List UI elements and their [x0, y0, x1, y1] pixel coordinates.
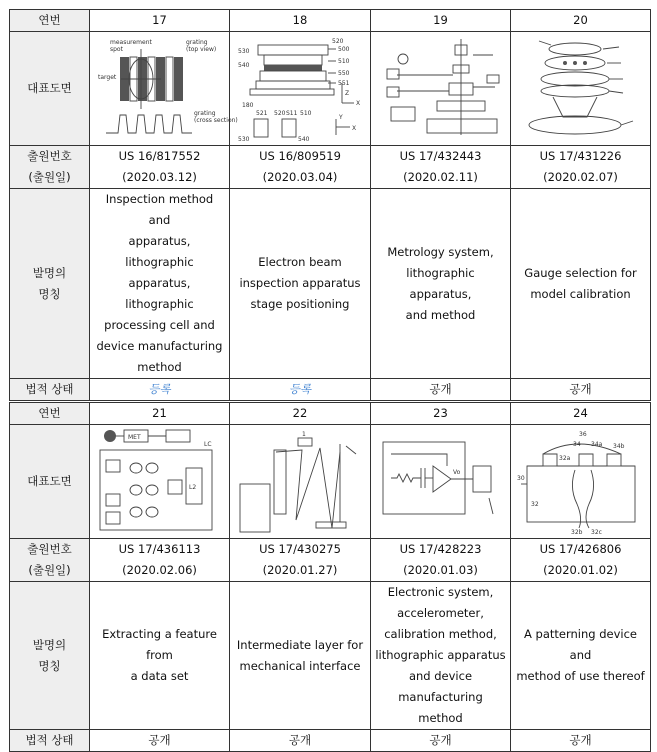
entry-number: 19: [371, 10, 511, 32]
entry-number: 20: [511, 10, 651, 32]
legal-status: 공개: [230, 730, 371, 752]
figure-label: (cross section): [193, 116, 238, 124]
metrology-optics-figure: [377, 35, 505, 143]
figure-label: 32a: [558, 454, 570, 462]
figure-label: 510: [300, 109, 312, 117]
row-label-line: (출원일): [28, 563, 71, 577]
figure-label: 520: [274, 109, 286, 117]
application-date: (2020.01.27): [262, 563, 338, 577]
application-number: US 17/436113: [118, 542, 201, 556]
drawing-cell: [371, 32, 511, 146]
application-cell: [511, 539, 651, 582]
title-line: a data set: [130, 669, 189, 683]
figure-label: 1: [302, 430, 306, 438]
figure-label: L2: [188, 483, 196, 491]
application-date: (2020.01.02): [543, 563, 618, 577]
application-date: (2020.02.06): [122, 563, 197, 577]
figure-label: Y: [339, 113, 343, 121]
figure-label: spot: [109, 45, 123, 53]
figure-label: 32b: [570, 528, 582, 536]
drawing-cell: [230, 32, 371, 146]
title-line: method of use thereof: [516, 669, 645, 683]
zigzag-frame-figure: [236, 428, 364, 536]
figure-label: grating: [185, 38, 208, 46]
title-line: lithographic apparatus,: [406, 265, 475, 301]
figure-label: 530: [238, 47, 250, 55]
title-line: model calibration: [530, 286, 631, 301]
figure-label: MET: [127, 433, 141, 441]
application-date: (2020.02.07): [543, 170, 618, 184]
figure-label: 540: [238, 61, 250, 69]
drawing-cell: [90, 32, 238, 146]
grating-measurement-figure: [96, 35, 238, 143]
application-cell: [230, 539, 371, 582]
drawing-cell: [371, 425, 511, 539]
legal-status: 공개: [511, 379, 651, 401]
figure-label: 500: [338, 45, 350, 53]
invention-title: [371, 189, 511, 379]
application-cell: [90, 146, 230, 189]
entry-number: 23: [371, 403, 511, 425]
invention-title: [511, 189, 651, 379]
figure-label: (top view): [185, 45, 216, 53]
entry-number: 22: [230, 403, 371, 425]
row-label-status: 법적 상태: [10, 730, 90, 752]
row-label-status: 법적 상태: [10, 379, 90, 401]
figure-label: LC: [203, 440, 212, 448]
figure-label: 530: [238, 135, 250, 143]
row-label-number: 연번: [10, 403, 90, 425]
stage-layer-figure: [236, 35, 364, 143]
patent-table-2: [9, 402, 651, 752]
title-line: manufacturing method: [398, 690, 483, 725]
invention-title: [511, 582, 651, 730]
row-label-line: 명칭: [38, 658, 61, 673]
title-line: and method: [405, 307, 476, 322]
application-number: US 16/809519: [259, 149, 341, 163]
legal-status: 공개: [90, 730, 230, 752]
title-line: accelerometer,: [397, 606, 484, 620]
application-date: (2020.03.12): [122, 170, 197, 184]
title-line: apparatus, lithographic: [125, 234, 194, 269]
title-line: Electronic system,: [387, 585, 494, 599]
row-label-line: (출원일): [28, 170, 71, 184]
figure-label: 32c: [590, 528, 602, 536]
title-line: method: [137, 360, 182, 374]
row-label-line: 발명의: [32, 265, 67, 280]
entry-number: 17: [90, 10, 230, 32]
row-label-application: [10, 539, 90, 582]
application-date: (2020.03.04): [262, 170, 338, 184]
title-line: device manufacturing: [96, 339, 223, 353]
row-label-line: 출원번호: [27, 149, 72, 163]
title-line: apparatus, lithographic: [125, 276, 194, 311]
row-label-number: 연번: [10, 10, 90, 32]
row-label-title: [10, 189, 90, 379]
cross-section-figure: [517, 428, 645, 536]
invention-title: [371, 582, 511, 730]
figure-label: 34: [572, 440, 581, 448]
title-line: and device: [408, 669, 473, 683]
drawing-cell: [90, 425, 230, 539]
entry-number: 18: [230, 10, 371, 32]
title-line: Gauge selection for: [524, 265, 637, 280]
row-label-application: [10, 146, 90, 189]
application-number: US 17/431226: [539, 149, 622, 163]
figure-label: 520: [332, 37, 344, 45]
patent-table-1: [9, 9, 651, 401]
application-number: US 17/430275: [259, 542, 341, 556]
row-label-drawing: 대표도면: [10, 32, 90, 146]
entry-number: 21: [90, 403, 230, 425]
row-label-drawing: 대표도면: [10, 425, 90, 539]
figure-label: 180: [242, 101, 254, 109]
figure-label: X: [356, 99, 361, 107]
figure-label: X: [352, 124, 357, 132]
invention-title: [90, 582, 230, 730]
invention-title: [90, 189, 230, 379]
invention-title: [230, 189, 371, 379]
title-line: Electron beam: [258, 255, 342, 269]
application-number: US 17/428223: [399, 542, 482, 556]
figure-label: Z: [345, 89, 350, 97]
application-cell: [511, 146, 651, 189]
title-line: mechanical interface: [239, 658, 361, 673]
title-line: calibration method,: [384, 627, 497, 641]
application-cell: [90, 539, 230, 582]
figure-label: 34a: [590, 440, 602, 448]
figure-label: 550: [338, 69, 350, 77]
row-label-line: 발명의: [32, 637, 67, 652]
application-cell: [230, 146, 371, 189]
figure-label: 540: [298, 135, 310, 143]
application-number: US 17/432443: [399, 149, 482, 163]
drawing-cell: [511, 425, 651, 539]
invention-title: [230, 582, 371, 730]
figure-label: grating: [193, 109, 216, 117]
application-cell: [371, 539, 511, 582]
figure-label: 36: [578, 430, 587, 438]
figure-label: 510: [338, 57, 350, 65]
figure-label: S11: [286, 109, 298, 117]
application-date: (2020.02.11): [403, 170, 478, 184]
figure-label: target: [97, 73, 116, 81]
application-cell: [371, 146, 511, 189]
stacked-disc-figure: [517, 35, 645, 143]
title-line: Inspection method and: [105, 192, 214, 227]
legal-status: 공개: [371, 730, 511, 752]
application-number: US 17/426806: [539, 542, 622, 556]
application-date: (2020.01.03): [403, 563, 478, 577]
title-line: Metrology system,: [387, 244, 494, 259]
entry-number: 24: [511, 403, 651, 425]
title-line: inspection apparatus: [239, 276, 361, 290]
title-line: lithographic apparatus: [375, 648, 506, 662]
row-label-line: 명칭: [38, 286, 61, 301]
title-line: Extracting a feature from: [102, 627, 217, 662]
figure-label: 551: [338, 79, 350, 87]
figure-label: 30: [516, 474, 525, 482]
application-number: US 16/817552: [118, 149, 201, 163]
figure-label: 32: [530, 500, 539, 508]
title-line: Intermediate layer for: [236, 637, 364, 652]
legal-status: 공개: [511, 730, 651, 752]
figure-label: 34b: [612, 442, 624, 450]
title-line: A patterning device and: [524, 627, 637, 662]
title-line: processing cell and: [104, 318, 215, 332]
legal-status: 등록: [230, 379, 371, 401]
circuit-figure: [377, 428, 505, 536]
data-flow-figure: [96, 428, 224, 536]
figure-label: 521: [256, 109, 268, 117]
row-label-title: [10, 582, 90, 730]
figure-label: Vo: [452, 468, 460, 476]
drawing-cell: [511, 32, 651, 146]
row-label-line: 출원번호: [27, 542, 72, 556]
figure-label: measurement: [109, 38, 152, 46]
drawing-cell: [230, 425, 371, 539]
title-line: stage positioning: [250, 297, 350, 311]
legal-status: 등록: [90, 379, 230, 401]
legal-status: 공개: [371, 379, 511, 401]
